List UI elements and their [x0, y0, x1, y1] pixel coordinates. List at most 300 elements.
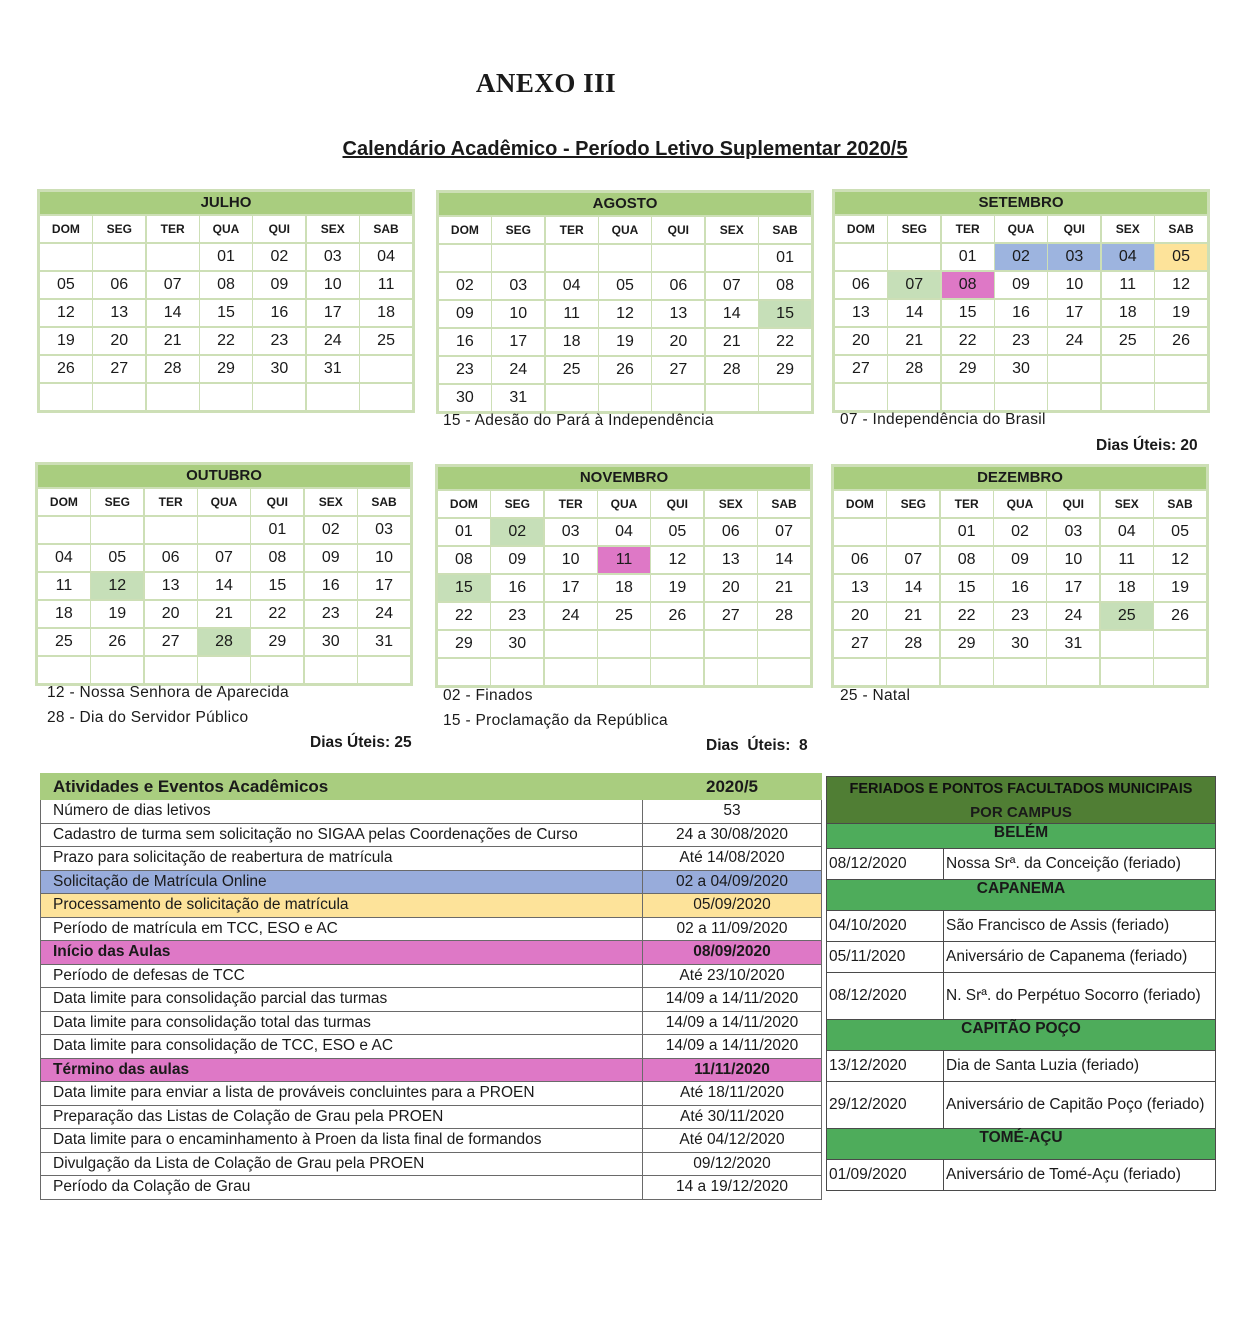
- empty-day-cell: [145, 517, 197, 544]
- empty-day-cell: [307, 384, 359, 411]
- month-name: OUTUBRO: [38, 465, 410, 487]
- day-cell: 28: [147, 356, 199, 383]
- day-cell: 14: [198, 573, 250, 600]
- day-cell: 07: [888, 272, 940, 299]
- day-cell: 25: [1101, 603, 1153, 630]
- month-name: AGOSTO: [439, 193, 811, 215]
- month-grid: [835, 216, 1207, 411]
- weekday-header: SEG: [888, 216, 940, 243]
- day-cell: 01: [200, 244, 252, 271]
- day-cell: 10: [358, 545, 410, 572]
- day-cell: 24: [492, 357, 544, 384]
- day-cell: 12: [40, 300, 92, 327]
- day-cell: 16: [305, 573, 357, 600]
- day-cell: 05: [40, 272, 92, 299]
- day-cell: 25: [598, 603, 650, 630]
- activity-label: Processamento de solicitação de matrícula: [41, 894, 643, 918]
- activities-header-value: 2020/5: [643, 774, 822, 800]
- day-cell: 23: [253, 328, 305, 355]
- day-cell: 27: [834, 631, 886, 658]
- activity-label: Início das Aulas: [41, 941, 643, 965]
- day-cell: 03: [358, 517, 410, 544]
- day-cell: 22: [200, 328, 252, 355]
- empty-day-cell: [145, 657, 197, 684]
- day-cell: 06: [705, 519, 757, 546]
- empty-day-cell: [706, 385, 758, 412]
- day-cell: 26: [1154, 603, 1206, 630]
- table-row: [41, 847, 822, 871]
- empty-day-cell: [995, 384, 1047, 411]
- day-cell: 19: [1154, 575, 1206, 602]
- day-cell: 06: [145, 545, 197, 572]
- day-cell: 25: [546, 357, 598, 384]
- weekday-header: SEX: [1102, 216, 1154, 243]
- day-cell: 31: [307, 356, 359, 383]
- activity-label: Data limite para consolidação total das turmas: [41, 1011, 643, 1035]
- day-cell: 13: [145, 573, 197, 600]
- day-cell: 26: [40, 356, 92, 383]
- day-cell: 26: [599, 357, 651, 384]
- empty-day-cell: [598, 631, 650, 658]
- empty-day-cell: [652, 245, 704, 272]
- empty-day-cell: [40, 244, 92, 271]
- calendar-agosto: [436, 190, 814, 414]
- weekday-header: QUI: [1048, 216, 1100, 243]
- day-cell: 09: [995, 272, 1047, 299]
- day-cell: 24: [545, 603, 597, 630]
- campus-header-row: [827, 880, 1216, 911]
- table-row: [41, 964, 822, 988]
- day-cell: 08: [942, 272, 994, 299]
- day-cell: 14: [888, 300, 940, 327]
- empty-day-cell: [599, 385, 651, 412]
- day-cell: 18: [360, 300, 412, 327]
- business-days: Dias Úteis: 25: [310, 734, 412, 751]
- day-cell: 21: [706, 329, 758, 356]
- day-cell: 31: [1047, 631, 1099, 658]
- activity-label: Período de matrícula em TCC, ESO e AC: [41, 917, 643, 941]
- business-days: Dias Úteis: 20: [1096, 437, 1198, 454]
- holiday-note: 07 - Independência do Brasil: [840, 411, 1046, 428]
- activity-date: Até 23/10/2020: [643, 964, 822, 988]
- day-cell: 27: [835, 356, 887, 383]
- holidays-title-row: [827, 777, 1216, 802]
- day-cell: 01: [438, 519, 490, 546]
- day-cell: 17: [1048, 300, 1100, 327]
- weekday-header: SAB: [758, 491, 810, 518]
- holidays-subtitle: POR CAMPUS: [827, 801, 1216, 824]
- holiday-date: 08/12/2020: [827, 849, 944, 880]
- day-cell: 14: [706, 301, 758, 328]
- holiday-note: 15 - Adesão do Pará à Independência: [443, 412, 714, 429]
- day-cell: 18: [546, 329, 598, 356]
- day-cell: 29: [759, 357, 811, 384]
- day-cell: 08: [438, 547, 490, 574]
- day-cell: 16: [995, 300, 1047, 327]
- activity-label: Data limite para consolidação parcial das turmas: [41, 988, 643, 1012]
- empty-day-cell: [1154, 631, 1206, 658]
- table-row: [41, 870, 822, 894]
- day-cell: 26: [651, 603, 703, 630]
- day-cell: 23: [439, 357, 491, 384]
- table-row: [41, 823, 822, 847]
- day-cell: 16: [439, 329, 491, 356]
- table-row: [41, 1129, 822, 1153]
- calendar-outubro: [35, 462, 413, 686]
- calendar-julho: [37, 189, 415, 413]
- empty-day-cell: [888, 244, 940, 271]
- weekday-header: SEX: [706, 217, 758, 244]
- empty-day-cell: [887, 519, 939, 546]
- weekday-header: SAB: [1155, 216, 1207, 243]
- weekday-header: SAB: [358, 489, 410, 516]
- table-row: [41, 941, 822, 965]
- campus-name: BELÉM: [827, 824, 1216, 849]
- empty-day-cell: [545, 659, 597, 686]
- empty-day-cell: [93, 384, 145, 411]
- activity-date: Até 18/11/2020: [643, 1082, 822, 1106]
- weekday-header: DOM: [438, 491, 490, 518]
- holidays-table: [826, 776, 1216, 1191]
- day-cell: 01: [941, 519, 993, 546]
- day-cell: 20: [652, 329, 704, 356]
- activity-date: 08/09/2020: [643, 941, 822, 965]
- day-cell: 12: [651, 547, 703, 574]
- table-row: [827, 1051, 1216, 1082]
- day-cell: 21: [147, 328, 199, 355]
- empty-day-cell: [705, 631, 757, 658]
- day-cell: 05: [91, 545, 143, 572]
- empty-day-cell: [1047, 659, 1099, 686]
- empty-day-cell: [759, 385, 811, 412]
- day-cell: 10: [307, 272, 359, 299]
- day-cell: 21: [758, 575, 810, 602]
- table-row: [41, 917, 822, 941]
- day-cell: 05: [1154, 519, 1206, 546]
- day-cell: 30: [995, 356, 1047, 383]
- empty-day-cell: [545, 631, 597, 658]
- day-cell: 02: [439, 273, 491, 300]
- day-cell: 14: [147, 300, 199, 327]
- day-cell: 15: [200, 300, 252, 327]
- activity-date: 53: [643, 800, 822, 824]
- table-row: [827, 1160, 1216, 1191]
- day-cell: 01: [759, 245, 811, 272]
- day-cell: 03: [307, 244, 359, 271]
- calendar-setembro: [832, 189, 1210, 413]
- day-cell: 11: [360, 272, 412, 299]
- day-cell: 23: [491, 603, 543, 630]
- activity-date: 24 a 30/08/2020: [643, 823, 822, 847]
- activity-date: 02 a 11/09/2020: [643, 917, 822, 941]
- table-row: [827, 911, 1216, 942]
- weekday-header: QUA: [200, 216, 252, 243]
- day-cell: 21: [887, 603, 939, 630]
- empty-day-cell: [1101, 631, 1153, 658]
- day-cell: 07: [758, 519, 810, 546]
- day-cell: 25: [38, 629, 90, 656]
- weekday-header: TER: [545, 491, 597, 518]
- day-cell: 06: [834, 547, 886, 574]
- campus-header-row: [827, 1129, 1216, 1160]
- day-cell: 04: [546, 273, 598, 300]
- day-cell: 23: [305, 601, 357, 628]
- table-row: [827, 973, 1216, 1020]
- day-cell: 04: [38, 545, 90, 572]
- day-cell: 02: [253, 244, 305, 271]
- weekday-header: TER: [546, 217, 598, 244]
- activity-date: 14/09 a 14/11/2020: [643, 1011, 822, 1035]
- day-cell: 13: [705, 547, 757, 574]
- day-cell: 30: [491, 631, 543, 658]
- empty-day-cell: [598, 659, 650, 686]
- day-cell: 15: [759, 301, 811, 328]
- empty-day-cell: [651, 631, 703, 658]
- day-cell: 20: [93, 328, 145, 355]
- day-cell: 07: [198, 545, 250, 572]
- day-cell: 15: [251, 573, 303, 600]
- day-cell: 17: [307, 300, 359, 327]
- holiday-note: 28 - Dia do Servidor Público: [47, 709, 249, 726]
- empty-day-cell: [942, 384, 994, 411]
- table-row: [41, 800, 822, 824]
- day-cell: 19: [91, 601, 143, 628]
- day-cell: 19: [651, 575, 703, 602]
- holiday-date: 29/12/2020: [827, 1082, 944, 1129]
- weekday-header: SAB: [360, 216, 412, 243]
- weekday-header: TER: [147, 216, 199, 243]
- empty-day-cell: [439, 245, 491, 272]
- campus-name: CAPITÃO POÇO: [827, 1020, 1216, 1051]
- day-cell: 02: [995, 244, 1047, 271]
- weekday-header: QUI: [651, 491, 703, 518]
- empty-day-cell: [360, 384, 412, 411]
- empty-day-cell: [1101, 659, 1153, 686]
- day-cell: 28: [888, 356, 940, 383]
- day-cell: 20: [145, 601, 197, 628]
- month-name: NOVEMBRO: [438, 467, 810, 489]
- weekday-header: DOM: [834, 491, 886, 518]
- day-cell: 19: [40, 328, 92, 355]
- day-cell: 08: [251, 545, 303, 572]
- day-cell: 28: [887, 631, 939, 658]
- day-cell: 22: [438, 603, 490, 630]
- empty-day-cell: [1102, 384, 1154, 411]
- day-cell: 27: [705, 603, 757, 630]
- day-cell: 17: [1047, 575, 1099, 602]
- day-cell: 02: [491, 519, 543, 546]
- activity-date: 09/12/2020: [643, 1152, 822, 1176]
- day-cell: 07: [706, 273, 758, 300]
- empty-day-cell: [492, 245, 544, 272]
- day-cell: 08: [941, 547, 993, 574]
- weekday-header: DOM: [40, 216, 92, 243]
- weekday-header: SEG: [887, 491, 939, 518]
- empty-day-cell: [887, 659, 939, 686]
- day-cell: 03: [545, 519, 597, 546]
- day-cell: 12: [1155, 272, 1207, 299]
- empty-day-cell: [40, 384, 92, 411]
- month-name: JULHO: [40, 192, 412, 214]
- holiday-note: 12 - Nossa Senhora de Aparecida: [47, 684, 289, 701]
- month-grid: [438, 491, 810, 686]
- empty-day-cell: [599, 245, 651, 272]
- table-row: [827, 1082, 1216, 1129]
- weekday-header: SEG: [91, 489, 143, 516]
- empty-day-cell: [251, 657, 303, 684]
- day-cell: 21: [888, 328, 940, 355]
- day-cell: 14: [887, 575, 939, 602]
- weekday-header: SEX: [307, 216, 359, 243]
- day-cell: 09: [994, 547, 1046, 574]
- holiday-description: Nossa Srª. da Conceição (feriado): [944, 849, 1216, 880]
- day-cell: 16: [491, 575, 543, 602]
- activity-date: 11/11/2020: [643, 1058, 822, 1082]
- empty-day-cell: [1155, 356, 1207, 383]
- empty-day-cell: [834, 659, 886, 686]
- empty-day-cell: [1155, 384, 1207, 411]
- day-cell: 18: [598, 575, 650, 602]
- day-cell: 04: [1101, 519, 1153, 546]
- day-cell: 11: [1101, 547, 1153, 574]
- day-cell: 02: [305, 517, 357, 544]
- activity-label: Data limite para o encaminhamento à Proen da lista final de formandos: [41, 1129, 643, 1153]
- month-name: DEZEMBRO: [834, 467, 1206, 489]
- day-cell: 22: [942, 328, 994, 355]
- empty-day-cell: [38, 517, 90, 544]
- calendar-novembro: [435, 464, 813, 688]
- campus-name: CAPANEMA: [827, 880, 1216, 911]
- day-cell: 20: [834, 603, 886, 630]
- table-row: [827, 942, 1216, 973]
- day-cell: 09: [253, 272, 305, 299]
- table-row: [827, 849, 1216, 880]
- day-cell: 04: [1102, 244, 1154, 271]
- calendar-subtitle: Calendário Acadêmico - Período Letivo Suplementar 2020/5: [342, 138, 908, 160]
- weekday-header: QUI: [253, 216, 305, 243]
- empty-day-cell: [706, 245, 758, 272]
- day-cell: 01: [251, 517, 303, 544]
- activities-header-label: Atividades e Eventos Acadêmicos: [41, 774, 643, 800]
- campus-header-row: [827, 824, 1216, 849]
- empty-day-cell: [38, 657, 90, 684]
- weekday-header: SAB: [1154, 491, 1206, 518]
- month-grid: [834, 491, 1206, 686]
- day-cell: 22: [941, 603, 993, 630]
- weekday-header: DOM: [38, 489, 90, 516]
- weekday-header: SEX: [1101, 491, 1153, 518]
- day-cell: 10: [1048, 272, 1100, 299]
- day-cell: 22: [759, 329, 811, 356]
- activity-label: Término das aulas: [41, 1058, 643, 1082]
- table-row: [41, 894, 822, 918]
- day-cell: 05: [1155, 244, 1207, 271]
- empty-day-cell: [835, 244, 887, 271]
- holidays-title: FERIADOS E PONTOS FACULTADOS MUNICIPAIS: [827, 777, 1216, 802]
- day-cell: 24: [1048, 328, 1100, 355]
- day-cell: 28: [198, 629, 250, 656]
- activity-label: Período da Colação de Grau: [41, 1176, 643, 1200]
- table-row: [41, 1176, 822, 1200]
- activity-date: 14/09 a 14/11/2020: [643, 1035, 822, 1059]
- empty-day-cell: [941, 659, 993, 686]
- empty-day-cell: [1048, 384, 1100, 411]
- day-cell: 17: [492, 329, 544, 356]
- empty-day-cell: [546, 385, 598, 412]
- empty-day-cell: [651, 659, 703, 686]
- activities-table: [40, 773, 822, 1200]
- day-cell: 27: [93, 356, 145, 383]
- day-cell: 12: [1154, 547, 1206, 574]
- day-cell: 09: [439, 301, 491, 328]
- table-row: [41, 1011, 822, 1035]
- table-row: [41, 1105, 822, 1129]
- day-cell: 11: [38, 573, 90, 600]
- day-cell: 20: [835, 328, 887, 355]
- day-cell: 29: [251, 629, 303, 656]
- activity-date: 14/09 a 14/11/2020: [643, 988, 822, 1012]
- day-cell: 28: [706, 357, 758, 384]
- day-cell: 09: [305, 545, 357, 572]
- weekday-header: QUA: [995, 216, 1047, 243]
- day-cell: 07: [147, 272, 199, 299]
- empty-day-cell: [360, 356, 412, 383]
- day-cell: 23: [995, 328, 1047, 355]
- weekday-header: SEX: [305, 489, 357, 516]
- month-grid: [40, 216, 412, 411]
- day-cell: 25: [1102, 328, 1154, 355]
- holiday-description: Aniversário de Tomé-Açu (feriado): [944, 1160, 1216, 1191]
- day-cell: 12: [599, 301, 651, 328]
- activity-label: Divulgação da Lista de Colação de Grau pela PROEN: [41, 1152, 643, 1176]
- empty-day-cell: [994, 659, 1046, 686]
- month-name: SETEMBRO: [835, 192, 1207, 214]
- table-row: [41, 1082, 822, 1106]
- weekday-header: QUI: [652, 217, 704, 244]
- day-cell: 28: [758, 603, 810, 630]
- day-cell: 10: [1047, 547, 1099, 574]
- day-cell: 18: [1101, 575, 1153, 602]
- table-row: [41, 988, 822, 1012]
- holiday-note: 02 - Finados: [443, 687, 533, 704]
- day-cell: 06: [652, 273, 704, 300]
- day-cell: 19: [1155, 300, 1207, 327]
- empty-day-cell: [652, 385, 704, 412]
- empty-day-cell: [1102, 356, 1154, 383]
- day-cell: 17: [358, 573, 410, 600]
- day-cell: 31: [358, 629, 410, 656]
- empty-day-cell: [705, 659, 757, 686]
- holiday-note: 25 - Natal: [840, 687, 911, 704]
- day-cell: 29: [941, 631, 993, 658]
- holiday-date: 08/12/2020: [827, 973, 944, 1020]
- activity-label: Preparação das Listas de Colação de Grau pela PROEN: [41, 1105, 643, 1129]
- business-days: Dias Úteis: 8: [706, 737, 808, 754]
- day-cell: 23: [994, 603, 1046, 630]
- holidays-subtitle-row: [827, 801, 1216, 824]
- weekday-header: DOM: [439, 217, 491, 244]
- day-cell: 05: [651, 519, 703, 546]
- weekday-header: SAB: [759, 217, 811, 244]
- empty-day-cell: [835, 384, 887, 411]
- day-cell: 24: [1047, 603, 1099, 630]
- day-cell: 09: [491, 547, 543, 574]
- holiday-date: 05/11/2020: [827, 942, 944, 973]
- activity-date: Até 04/12/2020: [643, 1129, 822, 1153]
- day-cell: 03: [1048, 244, 1100, 271]
- table-header-row: [41, 774, 822, 800]
- empty-day-cell: [834, 519, 886, 546]
